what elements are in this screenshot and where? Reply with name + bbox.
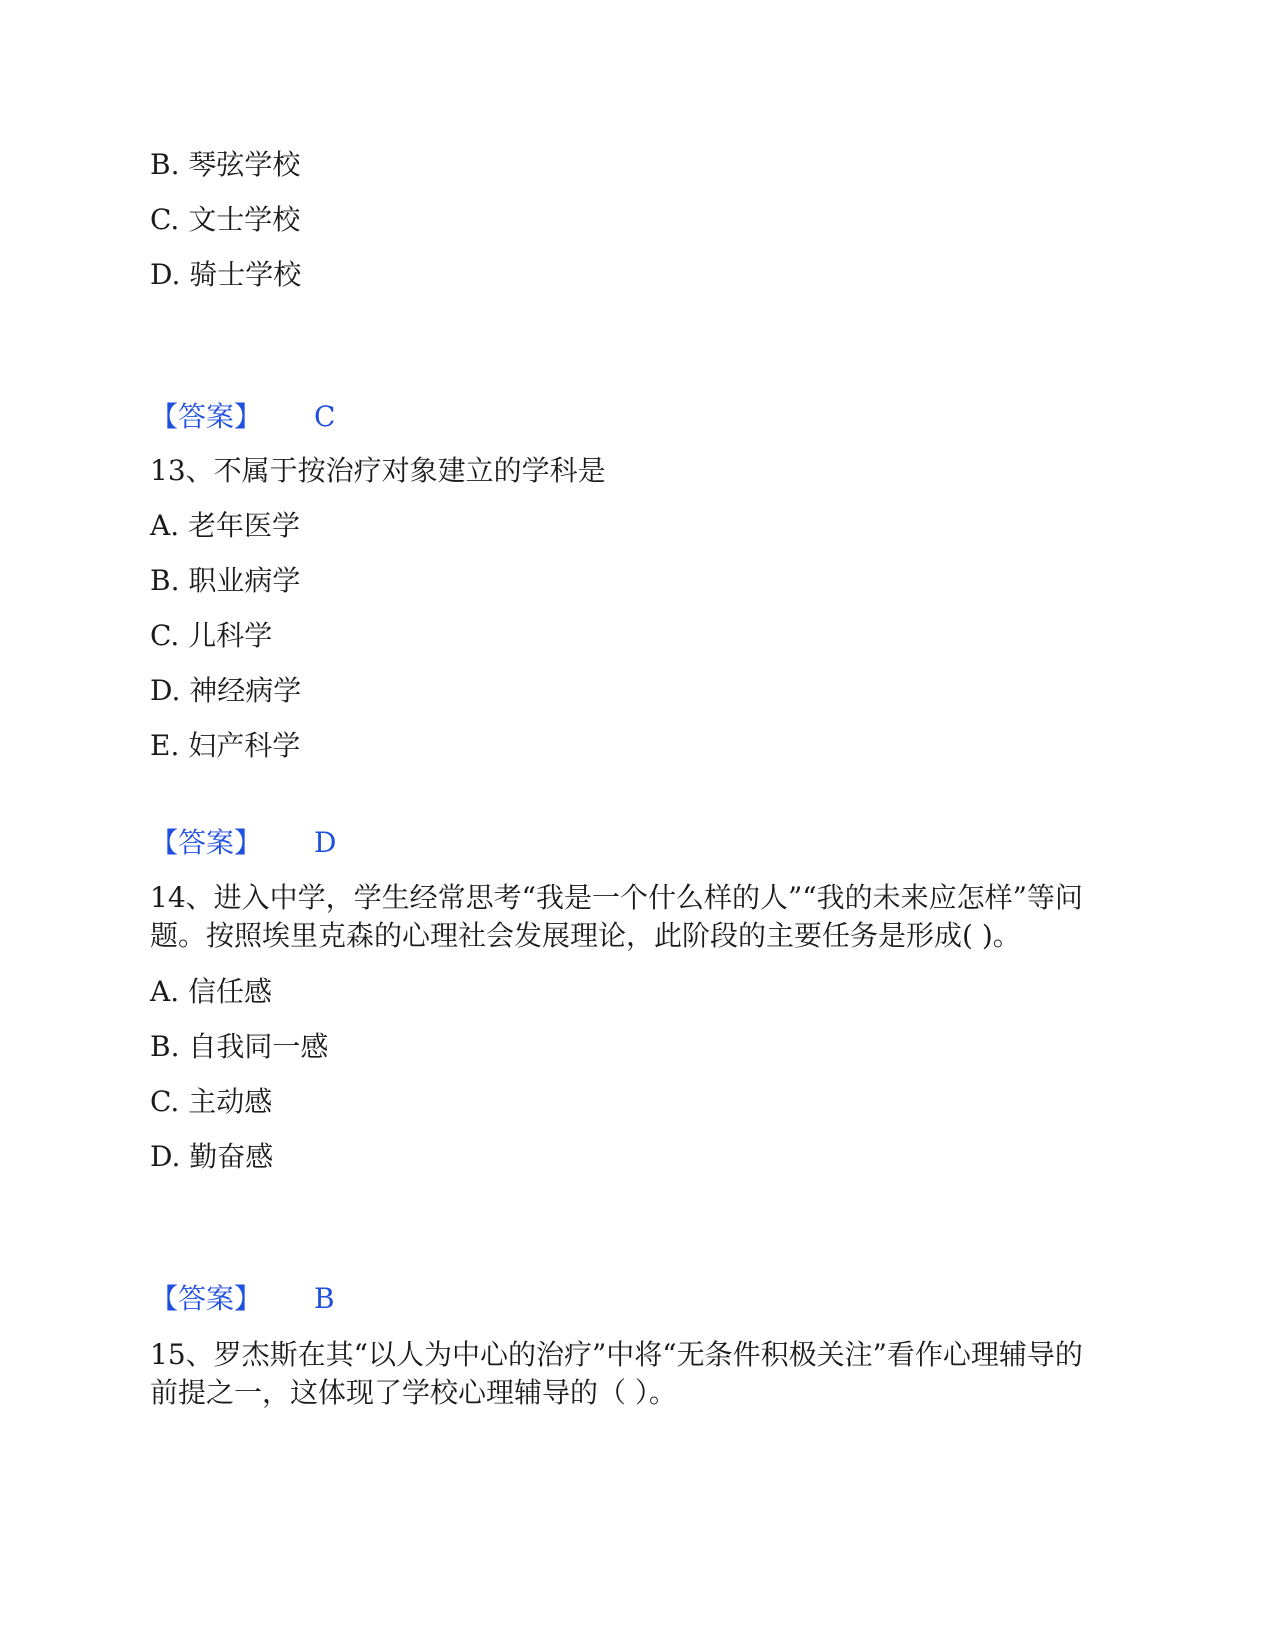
q14-option-a: A. 信任感 [150, 975, 273, 1008]
q15-question-line2: 前提之一，这体现了学校心理辅导的（ ）。 [150, 1376, 677, 1409]
q14-question-line2: 题。按照埃里克森的心理社会发展理论，此阶段的主要任务是形成( )。 [150, 919, 1021, 952]
q14-option-d: D. 勤奋感 [150, 1140, 274, 1173]
q13-option-a: A. 老年医学 [150, 509, 301, 542]
q12-option-c: C. 文士学校 [150, 203, 301, 236]
answer-value: B [314, 1282, 335, 1315]
q15-question-line1: 15、罗杰斯在其“以人为中心的治疗”中将“无条件积极关注”看作心理辅导的 [150, 1338, 1083, 1371]
q12-answer [150, 398, 335, 436]
q14-option-c: C. 主动感 [150, 1085, 273, 1118]
answer-label: 【答案】 [150, 1282, 263, 1315]
answer-value: C [314, 400, 336, 433]
q12-option-d: D. 骑士学校 [150, 258, 302, 291]
answer-label: 【答案】 [150, 826, 263, 859]
q14-question-line1: 14、进入中学，学生经常思考“我是一个什么样的人”“我的未来应怎样”等问 [150, 881, 1083, 914]
q13-option-b: B. 职业病学 [150, 564, 301, 597]
q13-answer [150, 824, 336, 862]
answer-label: 【答案】 [150, 400, 263, 433]
answer-value: D [314, 826, 337, 859]
q12-option-b: B. 琴弦学校 [150, 148, 301, 181]
q13-option-e: E. 妇产科学 [150, 729, 301, 762]
q13-option-d: D. 神经病学 [150, 674, 302, 707]
q14-option-b: B. 自我同一感 [150, 1030, 329, 1063]
q14-answer [150, 1280, 335, 1318]
q13-question: 13、不属于按治疗对象建立的学科是 [150, 454, 606, 487]
q13-option-c: C. 儿科学 [150, 619, 273, 652]
